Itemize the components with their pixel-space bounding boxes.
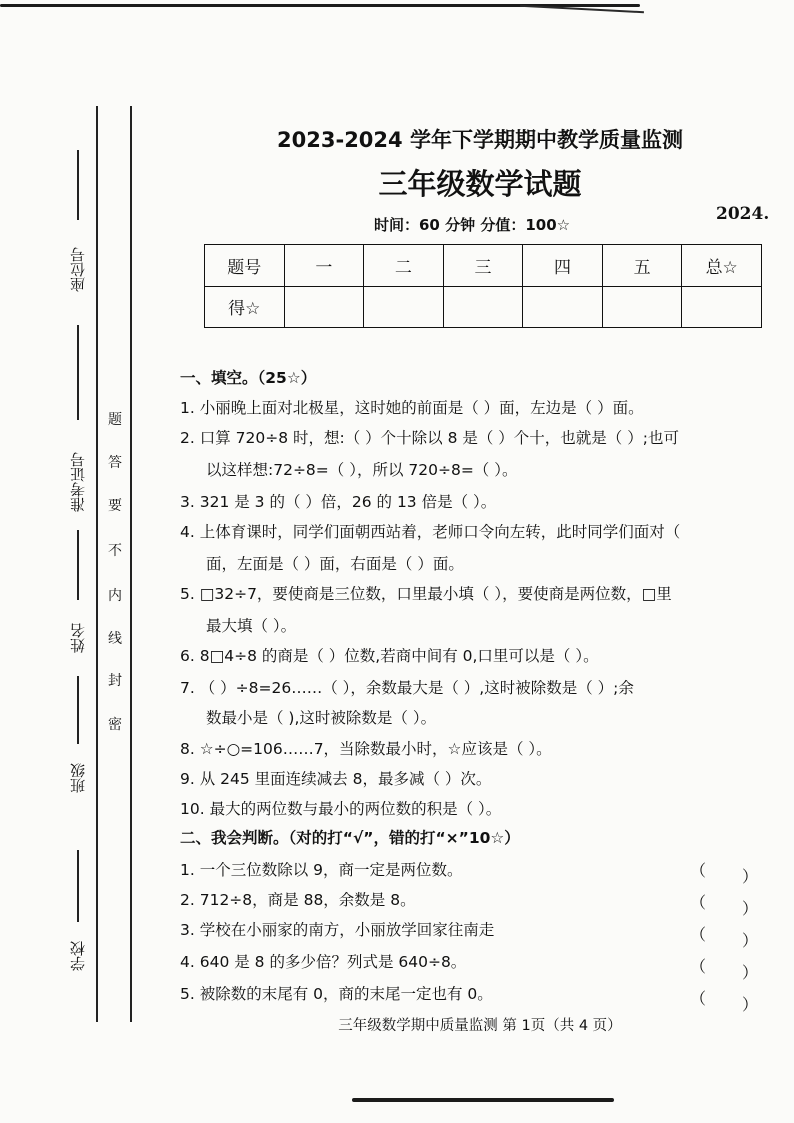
question-line: 最大填（ ）。 bbox=[206, 617, 297, 635]
score-table bbox=[204, 244, 762, 328]
seal-char: 题 bbox=[108, 412, 122, 428]
score-cell: 五 bbox=[602, 245, 682, 287]
score-cell: 一 bbox=[284, 245, 364, 287]
question-line: 面，左面是（ ）面，右面是（ ）面。 bbox=[206, 555, 464, 573]
binding-line-inner bbox=[130, 106, 132, 1022]
score-table-score-row bbox=[205, 286, 762, 328]
page-footer: 三年级数学期中质量监测 第 1页（共 4 页） bbox=[338, 1018, 622, 1034]
question-line: 2. 口算 720÷8 时，想:（ ）个十除以 8 是（ ）个十，也就是（ ）;也可 bbox=[180, 429, 679, 447]
judge-item: 2. 712÷8，商是 88，余数是 8。 bbox=[180, 891, 416, 909]
question-line: 7. （ ）÷8=26……（ ），余数最大是（ ）,这时被除数是（ ）;余 bbox=[180, 679, 634, 697]
paren-open: （ bbox=[690, 861, 707, 880]
exam-title: 2023-2024 学年下学期期中教学质量监测 bbox=[277, 128, 683, 152]
seal-char: 答 bbox=[108, 455, 122, 471]
margin-label-name: 姓名 bbox=[69, 623, 87, 653]
score-cell: 四 bbox=[523, 245, 603, 287]
paren-close: ） bbox=[742, 899, 759, 918]
blank-line bbox=[77, 325, 79, 420]
judge-item: 3. 学校在小丽家的南方，小丽放学回家往南走 bbox=[180, 921, 495, 939]
question-line: 数最小是（ ),这时被除数是（ ）。 bbox=[206, 709, 437, 727]
seal-char: 不 bbox=[108, 543, 122, 559]
blank-line bbox=[77, 676, 79, 744]
scan-edge-bottom bbox=[352, 1098, 614, 1102]
score-table-header-row bbox=[205, 245, 762, 287]
score-row-label: 得☆ bbox=[205, 286, 285, 328]
question-line: 10. 最大的两位数与最小的两位数的积是（ ）。 bbox=[180, 800, 502, 818]
margin-field-school[interactable] bbox=[60, 850, 96, 980]
section1-heading: 一、填空。（25☆） bbox=[180, 369, 317, 387]
question-line: 3. 321 是 3 的（ ）倍，26 的 13 倍是（ ）。 bbox=[180, 493, 497, 511]
question-line: 5. □32÷7，要使商是三位数，口里最小填（ ），要使商是两位数，□里 bbox=[180, 585, 672, 603]
seal-char: 内 bbox=[108, 588, 122, 604]
question-line: 8. ☆÷○=106……7，当除数最小时，☆应该是（ ）。 bbox=[180, 740, 552, 758]
exam-year: 2024. bbox=[716, 204, 770, 224]
paren-open: （ bbox=[690, 893, 707, 912]
score-input-cell[interactable] bbox=[602, 286, 682, 328]
exam-subtitle: 三年级数学试题 bbox=[378, 167, 582, 201]
margin-field-name[interactable] bbox=[60, 530, 96, 670]
question-line: 9. 从 245 里面连续减去 8，最多减（ ）次。 bbox=[180, 770, 492, 788]
seal-char: 要 bbox=[108, 498, 122, 514]
paren-close: ） bbox=[742, 995, 759, 1014]
blank-line bbox=[77, 530, 79, 600]
binding-line-outer bbox=[96, 106, 98, 1022]
score-input-cell[interactable] bbox=[682, 286, 762, 328]
question-line: 4. 上体育课时，同学们面朝西站着，老师口令向左转，此时同学们面对（ bbox=[180, 523, 681, 541]
score-cell: 总☆ bbox=[682, 245, 762, 287]
paren-close: ） bbox=[742, 931, 759, 950]
paren-close: ） bbox=[742, 963, 759, 982]
seal-char: 密 bbox=[108, 717, 122, 733]
blank-line bbox=[77, 150, 79, 220]
paren-close: ） bbox=[742, 867, 759, 886]
score-cell: 题号 bbox=[205, 245, 285, 287]
score-cell: 二 bbox=[364, 245, 444, 287]
score-input-cell[interactable] bbox=[284, 286, 364, 328]
seal-char: 线 bbox=[108, 631, 122, 647]
judge-item: 1. 一个三位数除以 9，商一定是两位数。 bbox=[180, 861, 463, 879]
margin-label-seat: 座位号 bbox=[69, 247, 87, 293]
score-input-cell[interactable] bbox=[443, 286, 523, 328]
margin-label-exam-id: 准考证号 bbox=[69, 452, 87, 513]
judge-item: 4. 640 是 8 的多少倍？列式是 640÷8。 bbox=[180, 953, 467, 971]
question-line: 1. 小丽晚上面对北极星，这时她的前面是（ ）面，左边是（ ）面。 bbox=[180, 399, 644, 417]
margin-label-school: 学校 bbox=[69, 941, 87, 971]
score-cell: 三 bbox=[443, 245, 523, 287]
judge-item: 5. 被除数的末尾有 0，商的末尾一定也有 0。 bbox=[180, 985, 493, 1003]
margin-field-class[interactable] bbox=[60, 676, 96, 806]
paren-open: （ bbox=[690, 925, 707, 944]
question-line: 6. 8□4÷8 的商是（ ）位数,若商中间有 0,口里可以是（ ）。 bbox=[180, 647, 599, 665]
margin-field-exam-id[interactable] bbox=[60, 325, 96, 525]
question-line: 以这样想:72÷8=（ ），所以 720÷8=（ ）。 bbox=[206, 461, 518, 479]
blank-line bbox=[77, 850, 79, 922]
paren-open: （ bbox=[690, 957, 707, 976]
margin-label-class: 班级 bbox=[69, 763, 87, 793]
margin-field-seat[interactable] bbox=[60, 150, 96, 320]
exam-meta: 时间：60 分钟 分值：100☆ bbox=[374, 216, 571, 234]
seal-char: 封 bbox=[108, 673, 122, 689]
paren-open: （ bbox=[690, 989, 707, 1008]
section2-heading: 二、我会判断。（对的打“√”，错的打“×”10☆） bbox=[180, 829, 520, 847]
score-input-cell[interactable] bbox=[523, 286, 603, 328]
score-input-cell[interactable] bbox=[364, 286, 444, 328]
